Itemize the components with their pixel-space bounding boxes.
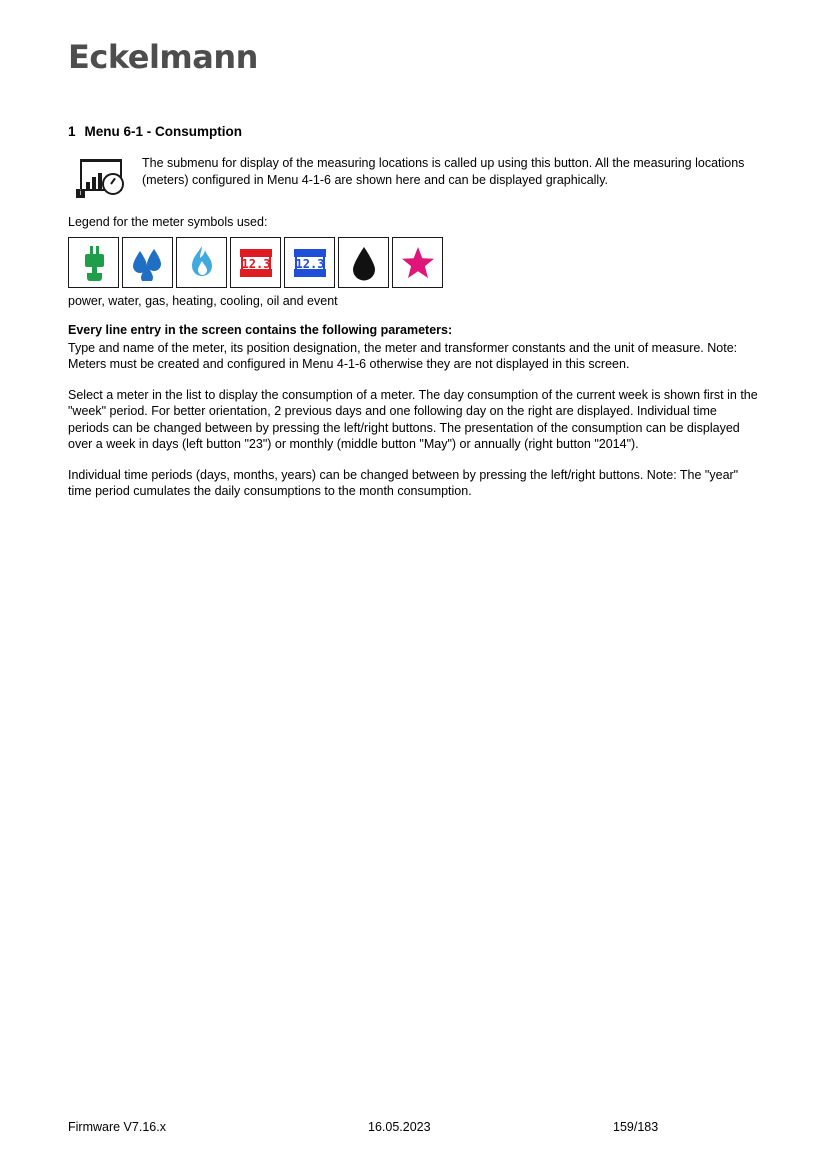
symbol-legend-row [68,237,758,288]
footer-page-number: 159/183 [613,1120,659,1134]
symbol-cell-cooling [284,237,335,288]
parameters-heading: Every line entry in the screen contains the following parameters: [68,323,453,337]
symbols-caption: power, water, gas, heating, cooling, oil and event [68,294,338,308]
meter-button-bars [86,173,102,189]
parameters-text: Type and name of the meter, its position designation, the meter and transformer constants and the unit of measure. Note: Meters must be created and configured in Menu 4-1-6 otherwise they are not displayed in this screen. [68,340,738,371]
water-drops-icon [123,238,172,287]
gas-flame-icon [177,238,226,287]
page-title [68,124,758,139]
document-content [68,124,758,514]
symbol-cell-event [392,237,443,288]
legend-label: Legend for the meter symbols used: [68,215,268,229]
intro-text: The submenu for display of the measuring locations is called up using this button. All the measuring locations (meters) configured in Menu 4-1-6 are shown here and can be displayed graphically. [142,156,745,187]
svg-text:12.3: 12.3 [241,256,270,271]
meter-button-badge: i [76,189,85,198]
oil-drop-icon [339,238,388,287]
footer-date: 16.05.2023 [368,1120,431,1134]
event-star-icon [393,238,442,287]
paragraph-time-periods: Individual time periods (days, months, years) can be changed between by pressing the left/right buttons. Note: The "year" time period cumulates the daily consumptions to the month consumption. [68,467,739,498]
symbol-cell-heating [230,237,281,288]
page-footer [68,1120,758,1134]
power-plug-icon [69,238,118,287]
meter-button-gauge [102,173,124,195]
cooling-counter-icon [285,238,334,287]
svg-text:12.3: 12.3 [295,256,324,271]
symbol-cell-oil [338,237,389,288]
section-number: 1 [68,124,76,139]
heating-counter-icon [231,238,280,287]
symbol-cell-gas [176,237,227,288]
section-title-text: Menu 6-1 - Consumption [84,124,243,139]
symbol-cell-power [68,237,119,288]
meter-button-icon [76,159,128,199]
brand-logo: Eckelmann [68,38,258,76]
footer-firmware: Firmware V7.16.x [68,1120,166,1134]
intro-block [68,155,758,201]
symbol-cell-water [122,237,173,288]
paragraph-select-meter: Select a meter in the list to display the consumption of a meter. The day consumption of the current week is shown first in the "week" period. For better orientation, 2 previous days and one following day on the right are displayed. Individual time periods can be changed between by pressing the left/right buttons. The presentation of the consumption can be displayed over a week in days (left button "23") or monthly (middle button "May") or annually (right button "2014"). [68,387,758,451]
